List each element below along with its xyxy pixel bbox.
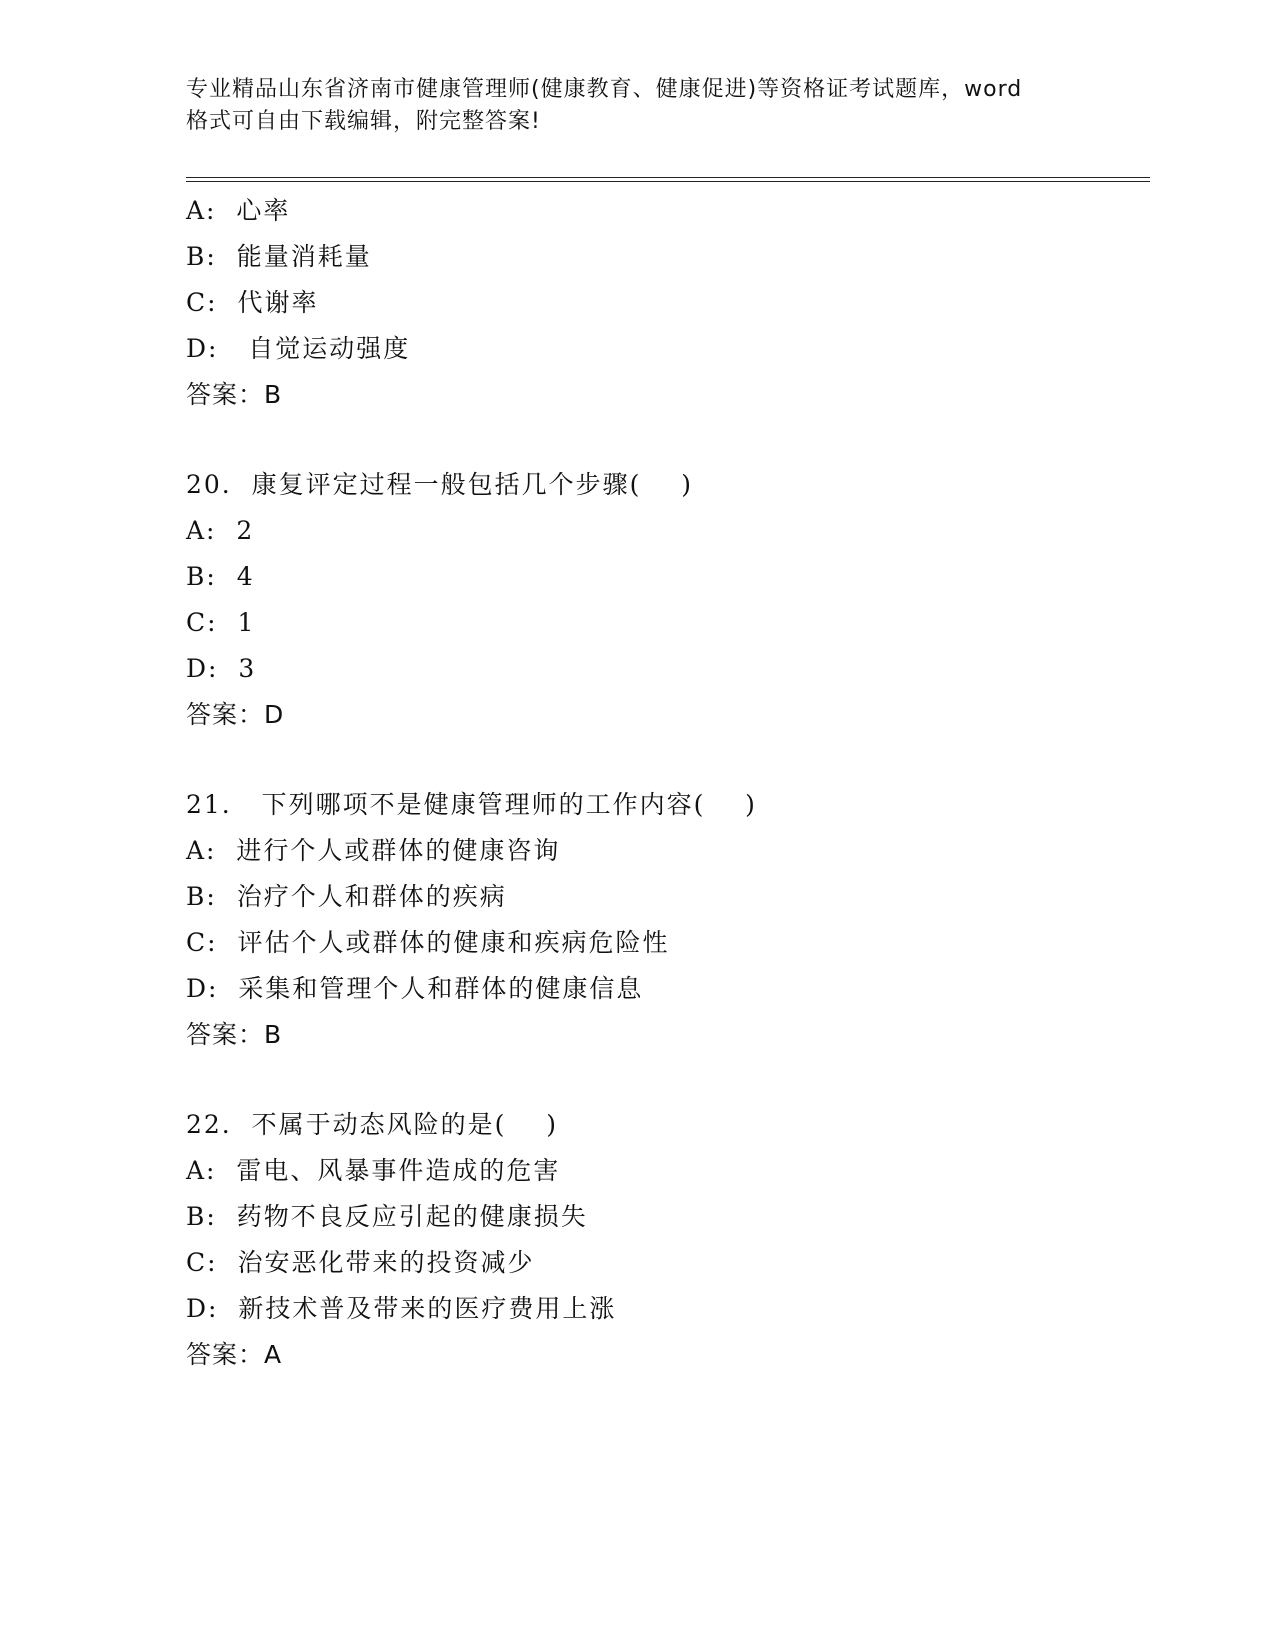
q21-option-b: B: 治疗个人和群体的疾病 — [186, 882, 507, 911]
spacer — [186, 418, 1150, 462]
q21-option-d: D: 采集和管理个人和群体的健康信息 — [186, 974, 644, 1003]
document-header — [186, 74, 1086, 138]
q22-option-c: C: 治安恶化带来的投资减少 — [186, 1248, 535, 1277]
q21-option-c: C: 评估个人或群体的健康和疾病危险性 — [186, 928, 670, 957]
q19-option-b: B: 能量消耗量 — [186, 242, 372, 271]
spacer — [186, 738, 1150, 782]
header-double-rule — [186, 177, 1150, 182]
question-21-block — [186, 782, 1150, 1058]
q21-answer: 答案：B — [186, 1020, 283, 1049]
question-22-block — [186, 1102, 1150, 1378]
q20-option-d: D: 3 — [186, 654, 257, 683]
q21-option-a: A: 进行个人或群体的健康咨询 — [186, 836, 561, 865]
question-20-block — [186, 462, 1150, 738]
q19-answer: 答案：B — [186, 380, 283, 409]
header-line-1: 专业精品山东省济南市健康管理师(健康教育、健康促进)等资格证考试题库，word — [186, 77, 1023, 102]
q19-option-d: D: 自觉运动强度 — [186, 334, 411, 363]
q20-option-b: B: 4 — [186, 562, 255, 591]
q22-question: 22. 不属于动态风险的是( ) — [186, 1110, 558, 1139]
q22-answer: 答案：A — [186, 1340, 283, 1369]
q22-option-d: D: 新技术普及带来的医疗费用上涨 — [186, 1294, 617, 1323]
q22-option-b: B: 药物不良反应引起的健康损失 — [186, 1202, 588, 1231]
header-line-2: 格式可自由下载编辑，附完整答案! — [186, 109, 541, 134]
q22-option-a: A: 雷电、风暴事件造成的危害 — [186, 1156, 561, 1185]
spacer — [186, 1058, 1150, 1102]
q20-option-a: A: 2 — [186, 516, 255, 545]
q19-option-a: A: 心率 — [186, 196, 291, 225]
question-19-block — [186, 188, 1150, 418]
q20-option-c: C: 1 — [186, 608, 256, 637]
question-list — [186, 188, 1150, 1378]
q21-question: 21. 下列哪项不是健康管理师的工作内容( ) — [186, 790, 757, 819]
q20-answer: 答案：D — [186, 700, 285, 729]
q20-question: 20. 康复评定过程一般包括几个步骤( ) — [186, 470, 693, 499]
q19-option-c: C: 代谢率 — [186, 288, 319, 317]
